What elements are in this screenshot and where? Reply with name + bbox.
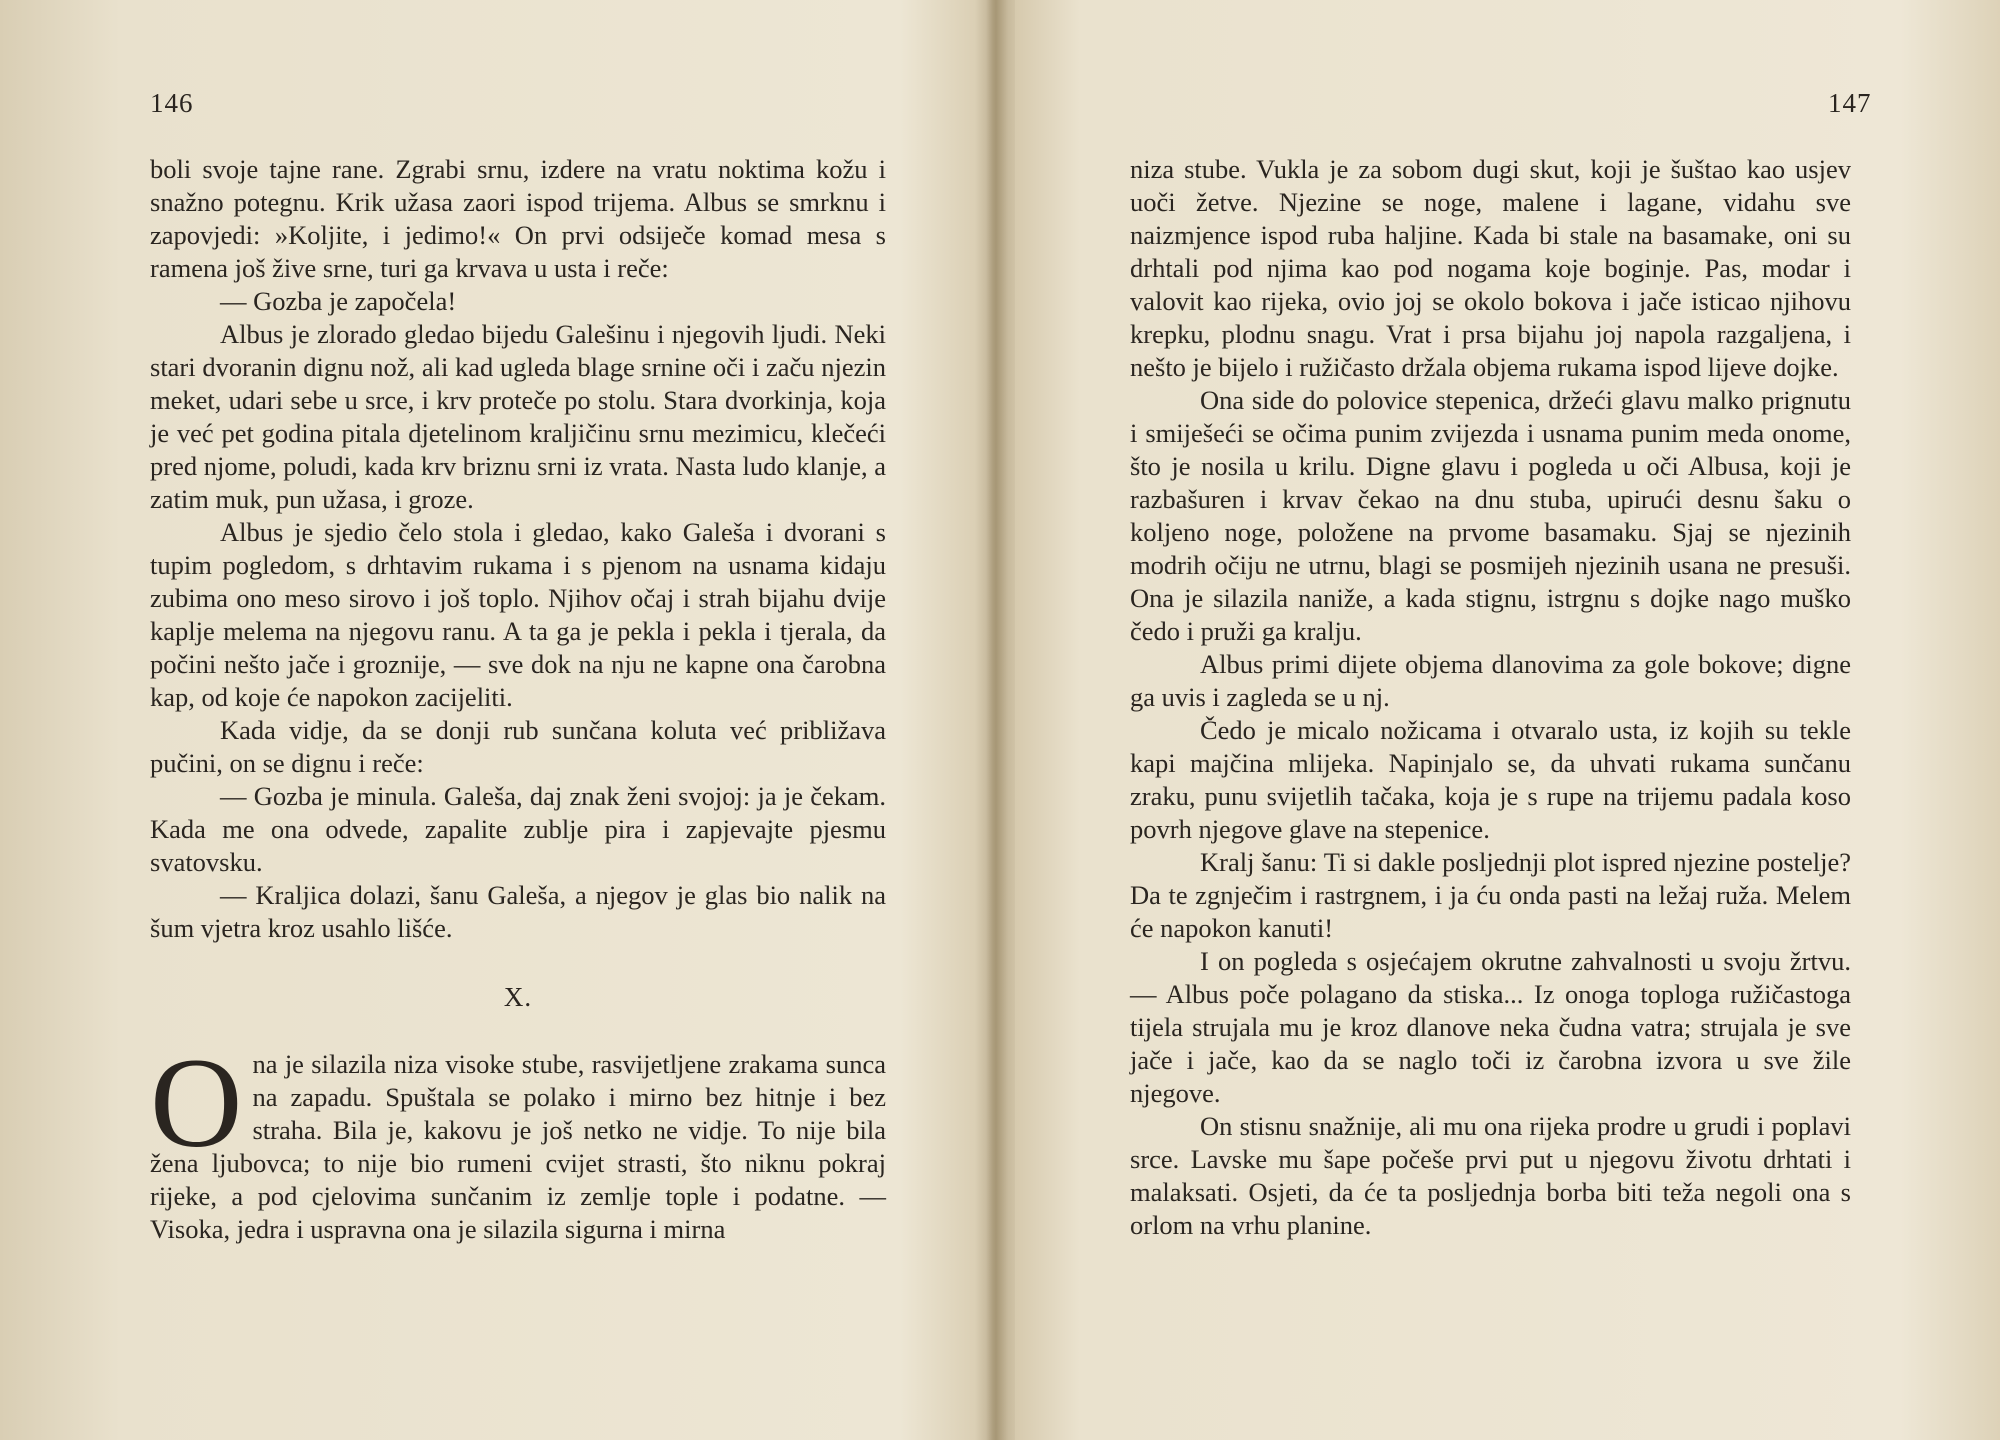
paragraph: Kada vidje, da se donji rub sunčana koluta već približava pučini, on se dignu i reče: bbox=[150, 715, 886, 778]
left-page bbox=[0, 0, 990, 1440]
paragraph: — Kraljica dolazi, šanu Galeša, a njegov je glas bio nalik na šum vjetra kroz usahlo lišće. bbox=[150, 880, 886, 943]
chapter-heading: X. bbox=[503, 982, 533, 1012]
paragraph: boli svoje tajne rane. Zgrabi srnu, izdere na vratu noktima kožu i snažno potegnu. Krik užasa zaori ispod trijema. Albus se smrknu i zapovjedi: »Koljite, i jedimo!« On prvi odsiječe komad mesa s ramena još žive srne, turi ga krvava u usta i reče: bbox=[150, 154, 886, 283]
paragraph: I on pogleda s osjećajem okrutne zahvalnosti u svoju žrtvu. — Albus poče polagano da stiska... Iz onoga toploga ružičastoga tijela strujala mu je kroz dlanove neka čudna vatra; strujala je sve jače i jače, kao da se naglo toči iz čarobna izvora u sve žile njegove. bbox=[1130, 946, 1851, 1108]
paragraph: Albus je zlorado gledao bijedu Galešinu i njegovih ljudi. Neki stari dvoranin dignu nož, ali kad ugleda blage srnine oči i začu njezin meket, udari sebe u srce, i krv proteče po stolu. Stara dvorkinja, koja je već pet godina pitala djetelinom kraljičinu srnu mezimicu, klečeći pred njome, poludi, kada krv briznu srni iz vrata. Nasta ludo klanje, a zatim muk, pun užasa, i groze. bbox=[150, 319, 886, 514]
page-number-left: 146 bbox=[150, 88, 194, 118]
paragraph: — Gozba je minula. Galeša, daj znak ženi svojoj: ja je čekam. Kada me ona odvede, zapalite zublje pira i zapjevajte pjesmu svatovsku. bbox=[150, 781, 886, 877]
drop-cap: O bbox=[150, 1032, 243, 1174]
chapter-text: na je silazila niza visoke stube, rasvijetljene zrakama sunca na zapadu. Spuštala se polako i mirno bez hitnje i bez straha. Bila je, kakovu je još netko ne vidje. To nije bila žena ljubovca; to nije bio rumeni cvijet strasti, što niknu pokraj rijeke, a pod cjelovima sunčanim iz zemlje tople i podatne. — Visoka, jedra i uspravna ona je silazila sigurna i mirna bbox=[150, 1049, 886, 1244]
paragraph: niza stube. Vukla je za sobom dugi skut, koji je šuštao kao usjev uoči žetve. Njezine se noge, malene i lagane, vidahu sve naizmjence ispod ruba haljine. Kada bi stale na basamake, oni su drhtali pod njima kao pod nogama koje boginje. Pas, modar i valovit kao rijeka, ovio joj se okolo bokova i jače isticao njihovu krepku, plodnu snagu. Vrat i prsa bijahu joj napola razgaljena, i nešto je bijelo i ružičasto držala objema rukama ispod lijeve dojke. bbox=[1130, 154, 1851, 382]
paragraph: Albus primi dijete objema dlanovima za gole bokove; digne ga uvis i zagleda se u nj. bbox=[1130, 649, 1851, 712]
right-page-text bbox=[1130, 153, 1851, 1242]
paragraph: On stisnu snažnije, ali mu ona rijeka prodre u grudi i poplavi srce. Lavske mu šape počeše prvi put u njegovu životu drhtati i malaksati. Osjeti, da će ta posljednja borba biti teža negoli ona s orlom na vrhu planine. bbox=[1130, 1111, 1851, 1240]
page-number-right: 147 bbox=[1828, 88, 1872, 118]
paragraph: — Gozba je započela! bbox=[220, 286, 457, 316]
paragraph: Čedo je micalo nožicama i otvaralo usta, iz kojih su tekle kapi majčina mlijeka. Napinjalo se, da uhvati rukama sunčanu zraku, punu svijetlih tačaka, koja je s rupe na trijemu padala koso povrh njegove glave na stepenice. bbox=[1130, 715, 1851, 844]
paragraph: Ona side do polovice stepenica, držeći glavu malko prignutu i smiješeći se očima punim zvijezda i usnama punim meda onome, što je nosila u krilu. Digne glavu i pogleda u oči Albusa, koji je razbašuren i krvav čekao na dnu stuba, upirući desnu šaku o koljeno noge, položene na prvome basamaku. Sjaj se njezinih modrih očiju ne utrnu, blagi se posmijeh njezinih usana ne presuši. Ona je silazila naniže, a kada stignu, istrgnu s dojke nago muško čedo i pruži ga kralju. bbox=[1130, 385, 1851, 646]
paragraph: Albus je sjedio čelo stola i gledao, kako Galeša i dvorani s tupim pogledom, s drhtavim rukama i s pjenom na usnama kidaju zubima ono meso sirovo i još toplo. Njihov očaj i strah bijahu dvije kaplje melema na njegovu ranu. A ta ga je pekla i pekla i tjerala, da počini nešto jače i groznije, — sve dok na nju ne kapne ona čarobna kap, od koje će napokon zacijeliti. bbox=[150, 517, 886, 712]
left-page-text bbox=[150, 153, 886, 1246]
chapter-opening-paragraph bbox=[150, 1032, 886, 1246]
right-page bbox=[1000, 0, 2000, 1440]
paragraph: Kralj šanu: Ti si dakle posljednji plot ispred njezine postelje? Da te zgnječim i rastrgnem, i ja ću onda pasti na ležaj ruža. Melem će napokon kanuti! bbox=[1130, 847, 1851, 943]
